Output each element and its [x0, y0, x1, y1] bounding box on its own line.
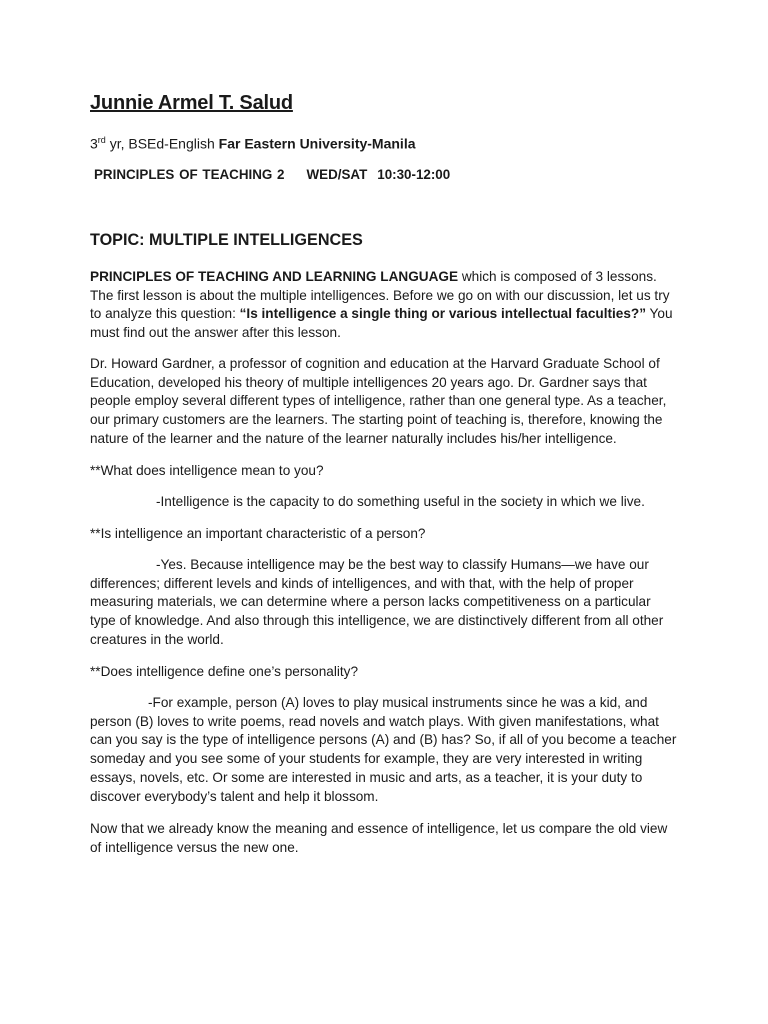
closing-paragraph: Now that we already know the meaning and essence of intelligence, let us compare the old view of intelligence versus the new one. — [90, 821, 668, 855]
course-title: PRINCIPLES OF TEACHING 2 — [94, 167, 285, 182]
question-1: **What does intelligence mean to you? — [90, 463, 324, 478]
course-line — [94, 167, 684, 182]
answer-2: -Yes. Because intelligence may be the best way to classify Humans—we have our differences; different levels and kinds of intelligences, and with that, with the help of proper measuring materials, we can determine where a person lacks competitiveness on a particular type of knowledge. And also through this intelligence, we are distinctively different from all other creatures in the world. — [90, 557, 664, 647]
topic-heading: TOPIC: MULTIPLE INTELLIGENCES — [90, 231, 363, 249]
year-suffix: rd — [97, 135, 106, 145]
schedule-days: WED/SAT — [306, 167, 368, 182]
intro-question: “Is intelligence a single thing or various intellectual faculties?” — [239, 306, 647, 322]
intro-text-2: You must find out the answer after this lesson. — [90, 306, 673, 341]
university-name: Far Eastern University-Manila — [218, 135, 416, 152]
answer-1: -Intelligence is the capacity to do something useful in the society in which we live. — [156, 494, 645, 509]
year-number: 3 — [90, 135, 98, 152]
gardner-paragraph: Dr. Howard Gardner, a professor of cognition and education at the Harvard Graduate School of Education, developed his theory of multiple intelligences 20 years ago. Dr. Gardner says that people employ several different types of intelligence, rather than one general type. As a teacher, our primary customers are the learners. The starting point of teaching is, therefore, knowing the nature of the learner and the nature of the learner naturally includes his/her intelligence. — [90, 356, 667, 446]
intro-bold-lead: PRINCIPLES OF TEACHING AND LEARNING LANGUAGE — [90, 269, 459, 284]
intro-paragraph — [90, 268, 680, 343]
intro-text-1: which is composed of 3 lessons. The first lesson is about the multiple intelligences. Before we go on with our discussion, let us try to analyze this question: — [90, 269, 670, 322]
program-text: yr, BSEd-English — [105, 135, 219, 152]
author-name: Junnie Armel T. Salud — [90, 92, 293, 114]
question-2: **Is intelligence an important characteristic of a person? — [90, 526, 426, 541]
student-info-line — [90, 135, 680, 152]
schedule-time: 10:30-12:00 — [377, 167, 451, 182]
question-3: **Does intelligence define one’s personality? — [90, 664, 359, 679]
answer-3: -For example, person (A) loves to play musical instruments since he was a kid, and person (B) loves to write poems, read novels and watch plays. With given manifestations, what can you say is the type of intelligence persons (A) and (B) has? So, if all of you become a teacher someday and you see some of your students for example, they are very interested in writing essays, novels, etc. Or some are interested in music and arts, as a teacher, it is your duty to discover everybody’s talent and help it blossom. — [90, 695, 677, 804]
